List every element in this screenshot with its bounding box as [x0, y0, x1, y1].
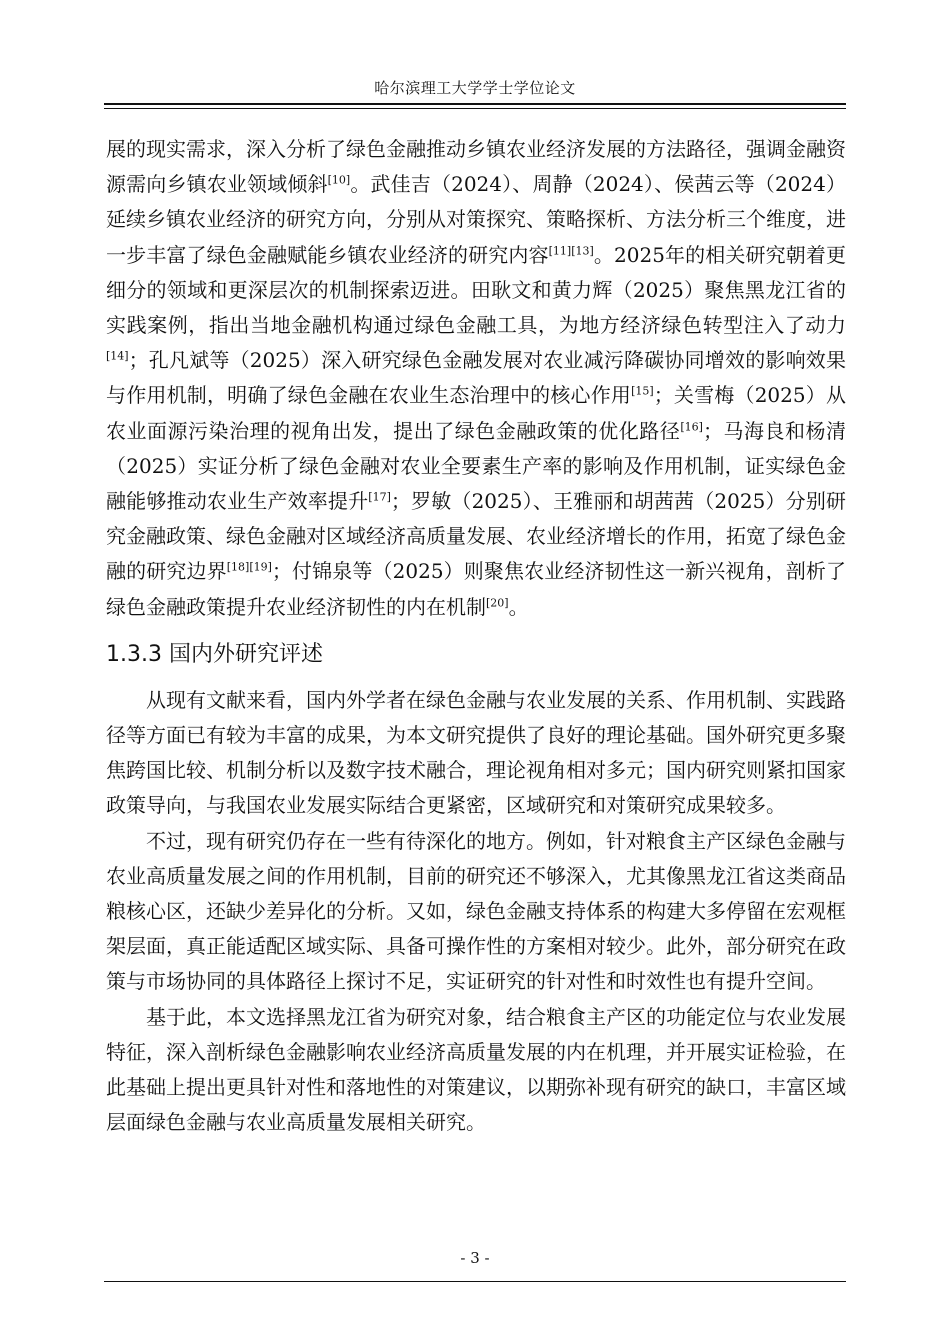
paragraph: 从现有文献来看，国内外学者在绿色金融与农业发展的关系、作用机制、实践路径等方面已有较为丰富的成果，为本文研究提供了良好的理论基础。国外研究更多聚焦跨国比较、机制分析以及数字技术融合，理论视角相对多元；国内研究则紧扣国家政策导向，与我国农业发展实际结合更紧密，区域研究和对策研究成果较多。 — [106, 687, 846, 818]
para1-sentence-5: ；关雪梅（2025）从农业面源污染治理的视角出发，提出了绿色金融政策的优化路径 — [106, 383, 846, 443]
para1-sentence-6: ；马海良和杨清（2025）实证分析了绿色金融对农业全要素生产率的影响及作用机制，证实绿色金融能够推动农业生产效率提升 — [106, 418, 847, 514]
para1-sentence-8: ；付锦泉等（2025）则聚焦农业经济韧性这一新兴视角，剖析了绿色金融政策提升农业经济韧性的内在机制 — [106, 559, 847, 619]
paragraph: 不过，现有研究仍存在一些有待深化的地方。例如，针对粮食主产区绿色金融与农业高质量发展之间的作用机制，目前的研究还不够深入，尤其像黑龙江省这类商品粮核心区，还缺少差异化的分析。又如，绿色金融支持体系的构建大多停留在宏观框架层面，真正能适配区域实际、具备可操作性的方案相对较少。此外，部分研究在政策与市场协同的具体路径上探讨不足，实证研究的针对性和时效性也有提升空间。 — [106, 828, 846, 994]
para1-sentence-4: ；孔凡斌等（2025）深入研究绿色金融发展对农业减污降碳协同增效的影响效果与作用机制，明确了绿色金融在农业生态治理中的核心作用 — [106, 348, 846, 408]
continued-paragraph — [106, 132, 846, 625]
citation-18-19: [18][19] — [226, 560, 272, 574]
paragraph: 基于此，本文选择黑龙江省为研究对象，结合粮食主产区的功能定位与农业发展特征，深入剖析绿色金融影响农业经济高质量发展的内在机理，并开展实证检验，在此基础上提出更具针对性和落地性的对策建议，以期弥补现有研究的缺口，丰富区域层面绿色金融与农业高质量发展相关研究。 — [106, 1004, 846, 1135]
citation-14: [14] — [106, 349, 129, 363]
body-content — [106, 132, 846, 1140]
page-number: - 3 - — [460, 1249, 490, 1267]
citation-15: [15] — [631, 384, 654, 398]
para1-sentence-9: 。 — [508, 594, 529, 619]
citation-20: [20] — [486, 595, 509, 609]
header-rule-thin — [104, 108, 846, 109]
para1-sentence-3: 。2025年的相关研究朝着更细分的领域和更深层次的机制探索迈进。田耿文和黄力辉（2025）聚焦黑龙江省的实践案例，指出当地金融机构通过绿色金融工具，为地方经济绿色转型注入了动力 — [106, 242, 847, 338]
citation-10: [10] — [327, 173, 351, 187]
header-rule-thick — [104, 103, 846, 105]
footer-rule — [104, 1281, 846, 1282]
page-header: 哈尔滨理工大学学士学位论文 — [374, 79, 576, 97]
para1-sentence-7: ；罗敏（2025）、王雅丽和胡茜茜（2025）分别研究金融政策、绿色金融对区域经济高质量发展、农业经济增长的作用，拓宽了绿色金融的研究边界 — [106, 489, 847, 584]
para1-sentence-2: 。武佳吉（2024）、周静（2024）、侯茜云等（2024）延续乡镇农业经济的研究方向，分别从对策探究、策略探析、方法分析三个维度，进一步丰富了绿色金融赋能乡镇农业经济的研究内容 — [106, 172, 847, 267]
citation-11-13: [11][13] — [548, 243, 594, 257]
citation-16: [16] — [680, 419, 703, 433]
citation-17: [17] — [368, 490, 391, 504]
para1-sentence-1: 展的现实需求，深入分析了绿色金融推动乡镇农业经济发展的方法路径，强调金融资源需向乡镇农业领域倾斜 — [106, 137, 846, 197]
section-heading: 1.3.3 国内外研究评述 — [106, 641, 323, 667]
